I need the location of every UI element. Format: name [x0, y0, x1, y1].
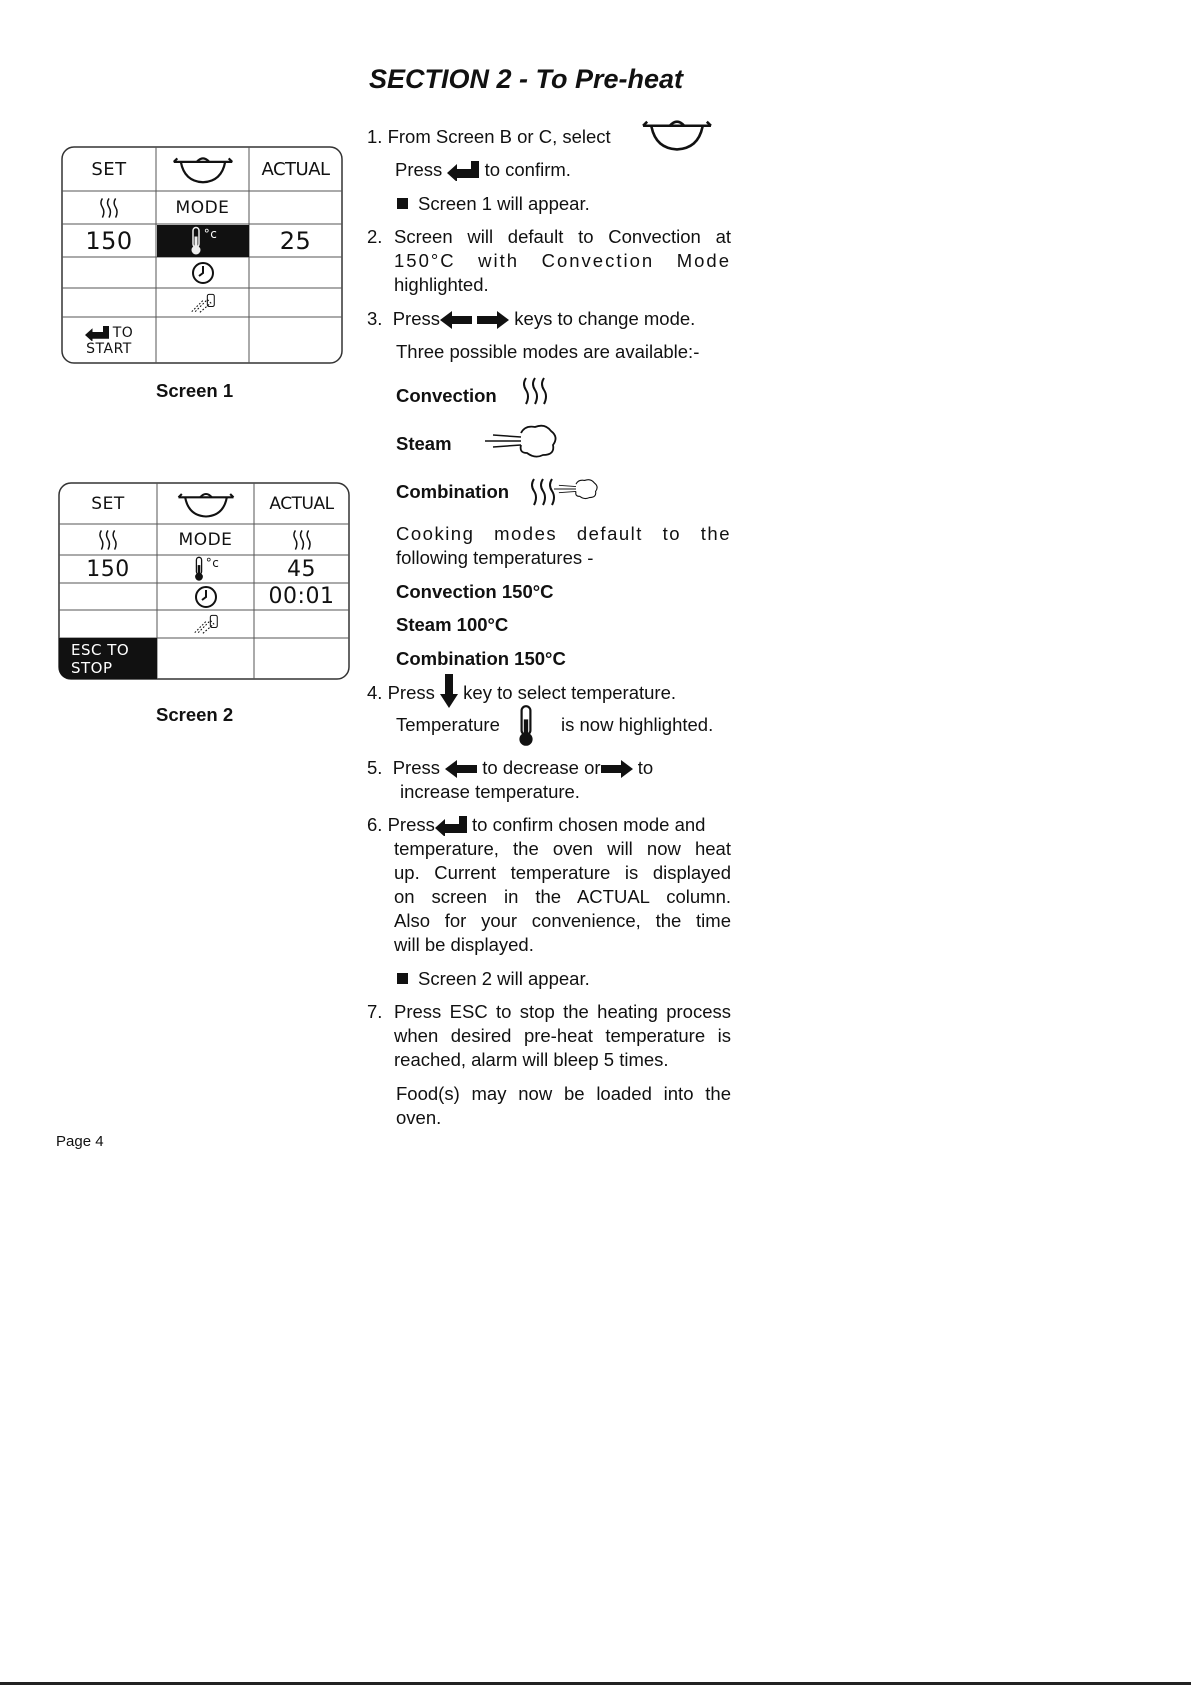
left-arrow-icon: [445, 760, 477, 778]
convection-icon: [520, 375, 550, 412]
pot-icon: [156, 147, 249, 191]
convection-icon: [59, 524, 157, 555]
enter-key-icon: [85, 326, 109, 341]
step-3-modes-text: Three possible modes are available:-: [396, 341, 700, 362]
screen-2-actual-temp: 45: [287, 556, 316, 582]
clock-icon: [157, 583, 254, 610]
enter-key-icon: [447, 161, 479, 181]
step-7-num: 7.: [367, 1001, 383, 1022]
screen-2-panel: [57, 481, 351, 681]
pot-icon: [641, 115, 713, 158]
screen-2-time: 00:01: [268, 584, 335, 609]
convection-icon: [62, 191, 156, 224]
step-4-highlight-text: is now highlighted.: [561, 714, 714, 735]
screen-1-label: Screen 1: [156, 380, 234, 401]
probe-icon: [156, 288, 249, 317]
right-arrow-icon: [601, 760, 633, 778]
step-5: 5. Press to decrease or to: [367, 757, 654, 778]
step-4: 4. Press key to select temperature.: [367, 680, 676, 708]
step-6: 6. Press to confirm chosen mode and: [367, 813, 705, 837]
screen-2-actual-label: ACTUAL: [269, 493, 334, 514]
page-number: Page 4: [56, 1133, 104, 1150]
defaults-line-2: following temperatures -: [396, 547, 594, 568]
thermometer-icon: [156, 224, 249, 257]
step-6-line-2: temperature, the oven will now heat: [394, 838, 731, 859]
screen-2-set-label: SET: [91, 493, 125, 514]
step-7-line-1: Press ESC to stop the heating process: [394, 1001, 731, 1022]
mode-combination-label: Combination: [396, 481, 510, 502]
mode-convection-label: Convection: [396, 385, 497, 406]
screen-1-panel: [60, 145, 344, 365]
step-3: 3. Press keys to change mode.: [367, 308, 696, 329]
screen-2-set-temp: 150: [86, 556, 130, 582]
enter-key-icon: [435, 816, 467, 836]
step-2-num: 2.: [367, 226, 383, 247]
step-2-line-3: highlighted.: [394, 274, 489, 295]
defaults-line-1: Cooking modes default to the: [396, 523, 731, 544]
unit-label: °c: [203, 227, 218, 241]
probe-icon: [157, 610, 254, 638]
mode-steam-label: Steam: [396, 433, 452, 454]
right-arrow-icon: [477, 311, 509, 329]
screen-2-label: Screen 2: [156, 704, 234, 725]
default-steam: Steam 100°C: [396, 614, 509, 635]
step-6-line-6: will be displayed.: [394, 934, 534, 955]
food-line-2: oven.: [396, 1107, 442, 1128]
default-combination: Combination 150°C: [396, 648, 566, 669]
left-arrow-icon: [440, 311, 472, 329]
convection-icon: [254, 524, 349, 555]
step-6-line-4: on screen in the ACTUAL column.: [394, 886, 731, 907]
screen-2-esc-to-stop: ESC TO STOP: [71, 640, 130, 677]
steam-icon: [485, 423, 557, 464]
step-1-confirm: Press to confirm.: [395, 158, 571, 182]
pot-icon: [157, 483, 254, 524]
screen-1-actual-label: ACTUAL: [261, 158, 330, 180]
step-7-line-2: when desired pre-heat temperature is: [394, 1025, 731, 1046]
step-4-temp-text: Temperature: [396, 714, 500, 735]
step-6-bullet: Screen 2 will appear.: [397, 967, 590, 991]
step-1: 1. From Screen B or C, select: [367, 126, 611, 147]
screen-1-to-start: TO START: [86, 325, 134, 357]
thermometer-icon: [515, 704, 537, 753]
clock-icon: [156, 257, 249, 288]
step-7-line-3: reached, alarm will bleep 5 times.: [394, 1049, 669, 1070]
step-2-line-1: Screen will default to Convection at: [394, 226, 731, 247]
screen-1-set-temp: 150: [85, 226, 133, 255]
down-arrow-icon: [440, 674, 458, 708]
screen-1-set-label: SET: [91, 158, 127, 180]
thermometer-icon: [157, 555, 254, 583]
section-title: SECTION 2 - To Pre-heat: [369, 64, 684, 94]
step-6-line-5: Also for your convenience, the time: [394, 910, 731, 931]
step-6-line-3: up. Current temperature is displayed: [394, 862, 731, 883]
step-5-line-2: increase temperature.: [400, 781, 580, 802]
food-line-1: Food(s) may now be loaded into the: [396, 1083, 731, 1104]
screen-1-mode-label: MODE: [175, 197, 230, 218]
unit-label: °c: [205, 556, 220, 570]
step-1-bullet: Screen 1 will appear.: [397, 192, 590, 216]
screen-1-actual-temp: 25: [279, 226, 312, 255]
combination-icon: [528, 476, 598, 513]
default-convection: Convection 150°C: [396, 581, 554, 602]
step-2-line-2: 150°C with Convection Mode: [394, 250, 731, 271]
screen-2-mode-label: MODE: [178, 529, 233, 550]
